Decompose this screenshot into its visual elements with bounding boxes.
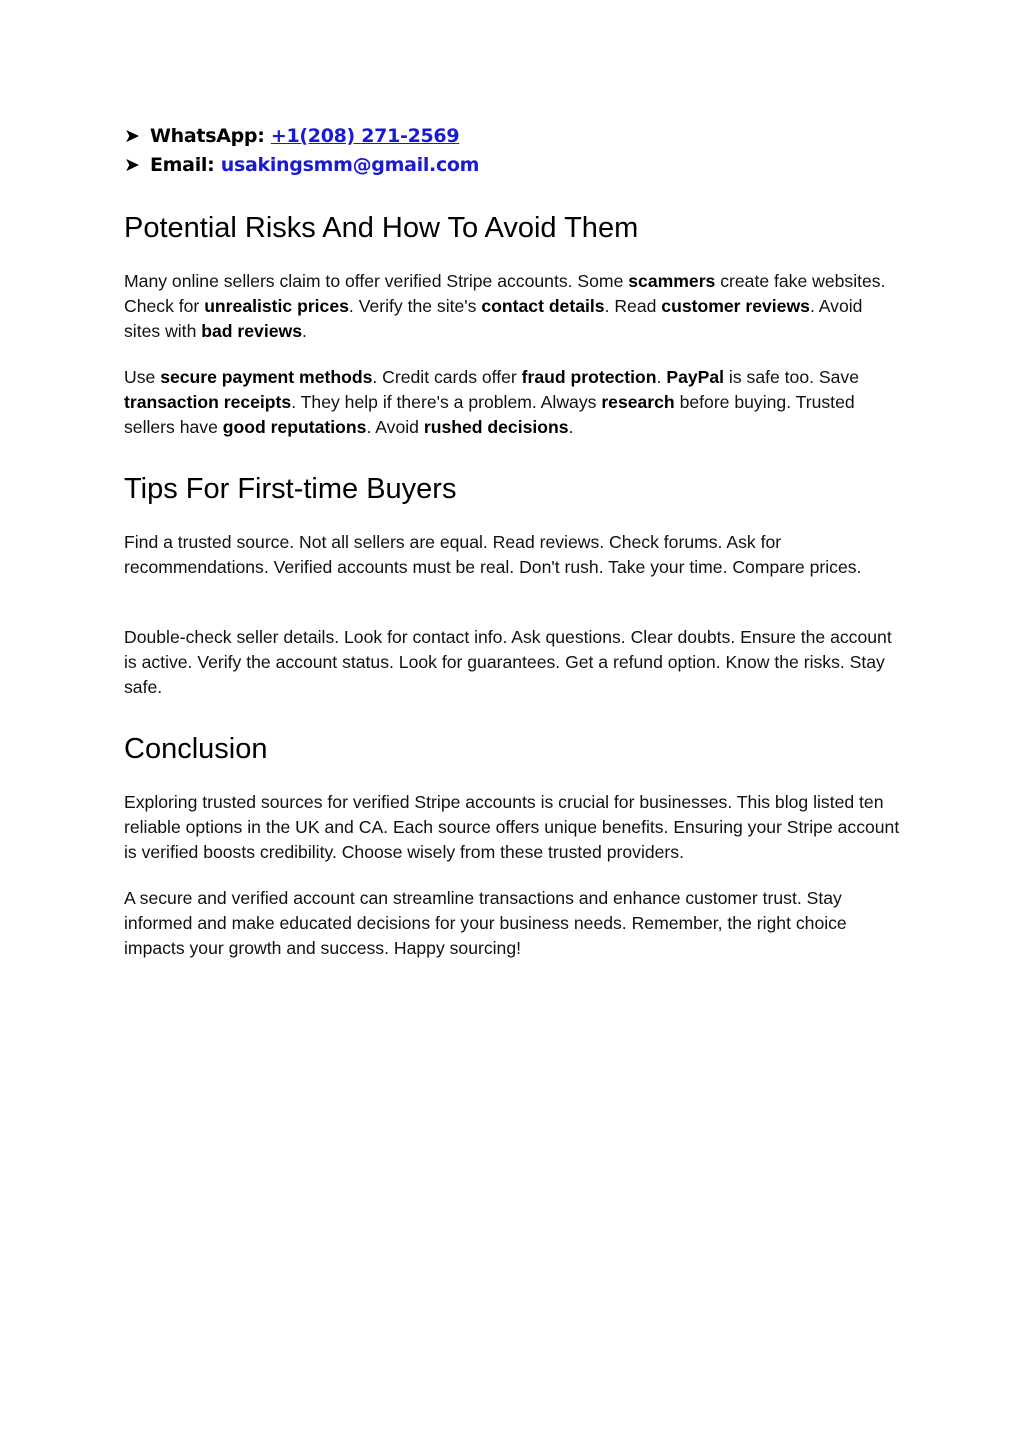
heading-potential-risks: Potential Risks And How To Avoid Them <box>124 212 639 244</box>
email-label: Email: <box>150 154 215 176</box>
whatsapp-link[interactable]: +1(208) 271-2569 <box>270 125 460 147</box>
heading-tips-first-time-buyers: Tips For First-time Buyers <box>124 473 457 505</box>
heading-conclusion: Conclusion <box>124 733 268 765</box>
tips-paragraph-1: Find a trusted source. Not all sellers are equal. Read reviews. Check forums. Ask for recommendations. Verified accounts must be real. Don't rush. Take your time. Compare prices. <box>124 532 862 577</box>
arrow-icon: ➤ <box>124 154 140 176</box>
risks-paragraph-1: Many online sellers claim to offer verified Stripe accounts. Some scammers create fake websites. Check for unrealistic prices. Verify the site's contact details. Read customer reviews. Avoid sites with bad reviews. <box>124 271 886 341</box>
conclusion-paragraph-2: A secure and verified account can streamline transactions and enhance customer trust. Stay informed and make educated decisions for your business needs. Remember, the right choice impacts your growth and success. Happy sourcing! <box>124 888 847 958</box>
email-link[interactable]: usakingsmm@gmail.com <box>220 154 480 176</box>
risks-paragraph-2: Use secure payment methods. Credit cards offer fraud protection. PayPal is safe too. Save transaction receipts. They help if there's a problem. Always research before buying. Trusted sellers have good reputations. Avoid rushed decisions. <box>124 367 860 437</box>
arrow-icon: ➤ <box>124 125 140 147</box>
tips-paragraph-2: Double-check seller details. Look for contact info. Ask questions. Clear doubts. Ensure the account is active. Verify the account status. Look for guarantees. Get a refund option. Know the risks. Stay safe. <box>124 627 892 697</box>
email-line <box>124 153 479 177</box>
whatsapp-label: WhatsApp: <box>150 125 265 147</box>
whatsapp-line <box>124 124 459 148</box>
conclusion-paragraph-1: Exploring trusted sources for verified Stripe accounts is crucial for businesses. This blog listed ten reliable options in the UK and CA. Each source offers unique benefits. Ensuring your Stripe account is verified boosts credibility. Choose wisely from these trusted providers. <box>124 792 900 862</box>
